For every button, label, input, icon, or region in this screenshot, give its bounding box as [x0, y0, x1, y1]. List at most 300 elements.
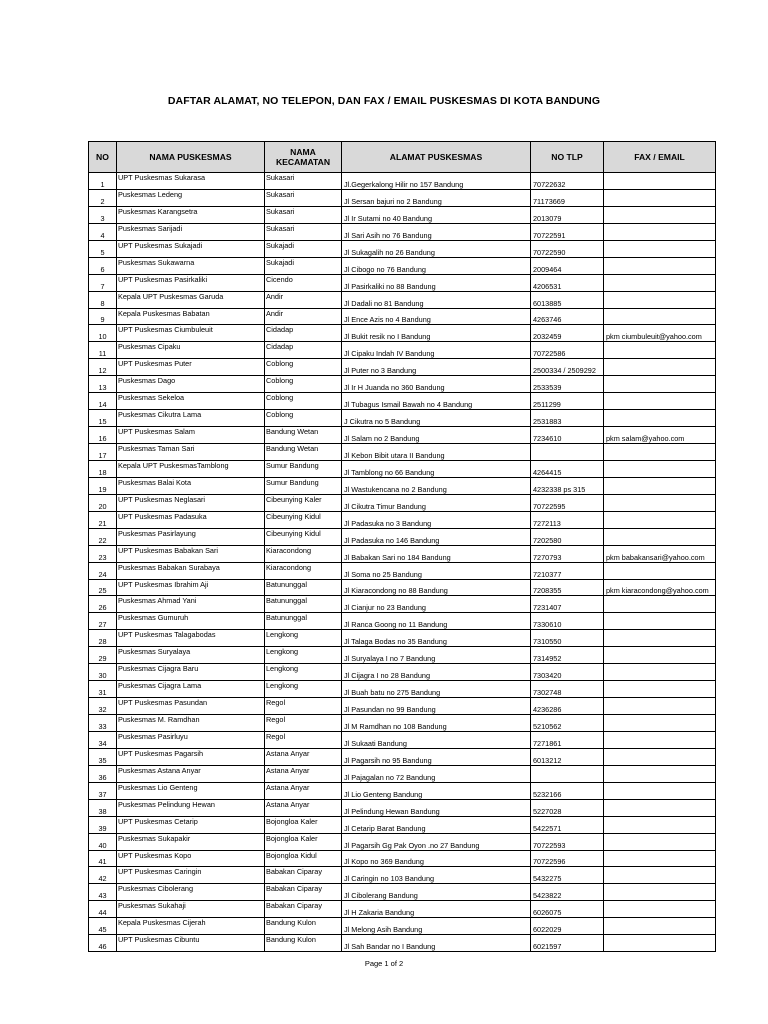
cell-no-tlp: 4206531 — [531, 274, 604, 291]
cell-fax-email — [604, 562, 716, 579]
cell-no: 6 — [89, 257, 117, 274]
table-row — [89, 918, 716, 935]
cell-fax-email: pkm ciumbuleuit@yahoo.com — [604, 325, 716, 342]
cell-kecamatan: Lengkong — [265, 664, 342, 681]
cell-no: 40 — [89, 833, 117, 850]
cell-no-tlp: 70722591 — [531, 223, 604, 240]
cell-kecamatan: Regol — [265, 698, 342, 715]
cell-nama-puskesmas: UPT Puskesmas Padasuka — [117, 511, 265, 528]
cell-no-tlp: 2009464 — [531, 257, 604, 274]
cell-no-tlp: 5232166 — [531, 782, 604, 799]
table-row — [89, 782, 716, 799]
cell-no: 1 — [89, 173, 117, 190]
cell-nama-puskesmas: Puskesmas Sekeloa — [117, 393, 265, 410]
cell-fax-email — [604, 731, 716, 748]
table-row — [89, 528, 716, 545]
cell-alamat: Jl Cipaku Indah IV Bandung — [342, 342, 531, 359]
cell-no: 44 — [89, 901, 117, 918]
cell-fax-email — [604, 494, 716, 511]
cell-fax-email — [604, 342, 716, 359]
cell-nama-puskesmas: Puskesmas Babakan Surabaya — [117, 562, 265, 579]
cell-fax-email — [604, 748, 716, 765]
cell-alamat: Jl Cetarip Barat Bandung — [342, 816, 531, 833]
cell-alamat: Jl M Ramdhan no 108 Bandung — [342, 715, 531, 732]
table-row — [89, 460, 716, 477]
cell-kecamatan: Cidadap — [265, 342, 342, 359]
cell-nama-puskesmas: Kepala Puskesmas Babatan — [117, 308, 265, 325]
cell-alamat: Jl Pajagalan no 72 Bandung — [342, 765, 531, 782]
cell-alamat: Jl Sari Asih no 76 Bandung — [342, 223, 531, 240]
cell-kecamatan: Cibeunying Kidul — [265, 511, 342, 528]
cell-no-tlp: 2500334 / 2509292 — [531, 359, 604, 376]
cell-kecamatan: Kiaracondong — [265, 562, 342, 579]
table-row — [89, 477, 716, 494]
cell-no: 23 — [89, 545, 117, 562]
cell-alamat: Jl Caringin no 103 Bandung — [342, 867, 531, 884]
cell-kecamatan: Bojongloa Kaler — [265, 816, 342, 833]
cell-fax-email — [604, 799, 716, 816]
cell-nama-puskesmas: Puskesmas Taman Sari — [117, 444, 265, 461]
cell-alamat: Jl Sah Bandar no I Bandung — [342, 935, 531, 952]
cell-fax-email — [604, 816, 716, 833]
cell-nama-puskesmas: UPT Puskesmas Sukajadi — [117, 240, 265, 257]
cell-kecamatan: Babakan Ciparay — [265, 867, 342, 884]
cell-alamat: Jl Tubagus Ismail Bawah no 4 Bandung — [342, 393, 531, 410]
cell-no-tlp: 4236286 — [531, 698, 604, 715]
cell-nama-puskesmas: Puskesmas Pasirlayung — [117, 528, 265, 545]
cell-kecamatan: Bandung Wetan — [265, 444, 342, 461]
table-row — [89, 410, 716, 427]
cell-kecamatan: Astana Anyar — [265, 782, 342, 799]
cell-no-tlp: 6026075 — [531, 901, 604, 918]
cell-no-tlp — [531, 765, 604, 782]
cell-fax-email — [604, 308, 716, 325]
header-kecamatan-line1: NAMA — [290, 147, 316, 157]
table-row — [89, 173, 716, 190]
cell-no-tlp: 5422571 — [531, 816, 604, 833]
cell-no-tlp: 7302748 — [531, 681, 604, 698]
header-nama-kecamatan — [265, 142, 342, 173]
cell-nama-puskesmas: UPT Puskesmas Neglasari — [117, 494, 265, 511]
cell-nama-puskesmas: Puskesmas Ahmad Yani — [117, 596, 265, 613]
table-row — [89, 511, 716, 528]
cell-no-tlp: 7310550 — [531, 630, 604, 647]
cell-alamat: Jl Pagarsih Gg Pak Oyon .no 27 Bandung — [342, 833, 531, 850]
cell-no: 36 — [89, 765, 117, 782]
cell-kecamatan: Cibeunying Kidul — [265, 528, 342, 545]
table-row — [89, 935, 716, 952]
cell-fax-email — [604, 359, 716, 376]
cell-nama-puskesmas: Puskesmas Sarijadi — [117, 223, 265, 240]
cell-kecamatan: Bandung Kulon — [265, 918, 342, 935]
cell-alamat: Jl Pagarsih no 95 Bandung — [342, 748, 531, 765]
cell-alamat: Jl Melong Asih Bandung — [342, 918, 531, 935]
cell-fax-email — [604, 918, 716, 935]
cell-alamat: Jl Kopo no 369 Bandung — [342, 850, 531, 867]
cell-no: 10 — [89, 325, 117, 342]
cell-no-tlp: 7231407 — [531, 596, 604, 613]
cell-kecamatan: Sukasari — [265, 173, 342, 190]
table-row — [89, 833, 716, 850]
cell-fax-email: pkm kiaracondong@yahoo.com — [604, 579, 716, 596]
cell-alamat: Jl Bukit resik no I Bandung — [342, 325, 531, 342]
cell-kecamatan: Sukasari — [265, 223, 342, 240]
cell-nama-puskesmas: Puskesmas Pelindung Hewan — [117, 799, 265, 816]
cell-kecamatan: Lengkong — [265, 647, 342, 664]
cell-nama-puskesmas: UPT Puskesmas Pasirkaliki — [117, 274, 265, 291]
cell-alamat: Jl Babakan Sari no 184 Bandung — [342, 545, 531, 562]
cell-nama-puskesmas: UPT Puskesmas Caringin — [117, 867, 265, 884]
table-row — [89, 393, 716, 410]
table-row — [89, 748, 716, 765]
table-row — [89, 579, 716, 596]
cell-alamat: Jl Kiaracondong no 88 Bandung — [342, 579, 531, 596]
cell-alamat: Jl Ir Sutami no 40 Bandung — [342, 206, 531, 223]
cell-fax-email — [604, 596, 716, 613]
cell-alamat: Jl Kebon Bibit utara II Bandung — [342, 444, 531, 461]
cell-fax-email — [604, 444, 716, 461]
cell-alamat: Jl Cikutra Timur Bandung — [342, 494, 531, 511]
table-row — [89, 647, 716, 664]
cell-no: 22 — [89, 528, 117, 545]
cell-no: 12 — [89, 359, 117, 376]
cell-no: 14 — [89, 393, 117, 410]
table-row — [89, 562, 716, 579]
cell-no: 41 — [89, 850, 117, 867]
table-row — [89, 223, 716, 240]
cell-kecamatan: Bojongloa Kidul — [265, 850, 342, 867]
cell-nama-puskesmas: UPT Puskesmas Ibrahim Aji — [117, 579, 265, 596]
cell-nama-puskesmas: Puskesmas Pasirluyu — [117, 731, 265, 748]
cell-nama-puskesmas: Puskesmas M. Ramdhan — [117, 715, 265, 732]
cell-no: 18 — [89, 460, 117, 477]
header-no: NO — [89, 142, 117, 173]
cell-no: 27 — [89, 613, 117, 630]
cell-kecamatan: Coblong — [265, 393, 342, 410]
page-footer: Page 1 of 2 — [364, 959, 404, 968]
cell-kecamatan: Batununggal — [265, 579, 342, 596]
cell-kecamatan: Sumur Bandung — [265, 460, 342, 477]
cell-fax-email — [604, 884, 716, 901]
cell-kecamatan: Babakan Ciparay — [265, 884, 342, 901]
cell-kecamatan: Astana Anyar — [265, 799, 342, 816]
table-row — [89, 274, 716, 291]
cell-nama-puskesmas: UPT Puskesmas Pasundan — [117, 698, 265, 715]
puskesmas-table — [88, 141, 716, 952]
table-row — [89, 376, 716, 393]
cell-nama-puskesmas: UPT Puskesmas Talagabodas — [117, 630, 265, 647]
cell-alamat: Jl Padasuka no 3 Bandung — [342, 511, 531, 528]
cell-alamat: Jl H Zakaria Bandung — [342, 901, 531, 918]
cell-kecamatan: Coblong — [265, 410, 342, 427]
table-row — [89, 867, 716, 884]
cell-alamat: Jl Lio Genteng Bandung — [342, 782, 531, 799]
cell-no: 39 — [89, 816, 117, 833]
cell-no-tlp: 7314952 — [531, 647, 604, 664]
cell-alamat: Jl Salam no 2 Bandung — [342, 427, 531, 444]
cell-nama-puskesmas: Puskesmas Cipaku — [117, 342, 265, 359]
cell-nama-puskesmas: Puskesmas Cikutra Lama — [117, 410, 265, 427]
table-row — [89, 291, 716, 308]
cell-no: 7 — [89, 274, 117, 291]
cell-fax-email: pkm babakansari@yahoo.com — [604, 545, 716, 562]
cell-alamat: Jl.Gegerkalong Hilir no 157 Bandung — [342, 173, 531, 190]
cell-kecamatan: Andir — [265, 308, 342, 325]
cell-no-tlp: 70722632 — [531, 173, 604, 190]
cell-fax-email — [604, 393, 716, 410]
cell-nama-puskesmas: Puskesmas Balai Kota — [117, 477, 265, 494]
cell-fax-email — [604, 867, 716, 884]
cell-alamat: Jl Puter no 3 Bandung — [342, 359, 531, 376]
cell-no-tlp: 70722593 — [531, 833, 604, 850]
cell-kecamatan: Bandung Kulon — [265, 935, 342, 952]
header-no-tlp: NO TLP — [531, 142, 604, 173]
table-row — [89, 206, 716, 223]
cell-kecamatan: Cicendo — [265, 274, 342, 291]
cell-no: 42 — [89, 867, 117, 884]
cell-no: 25 — [89, 579, 117, 596]
table-row — [89, 240, 716, 257]
cell-alamat: Jl Wastukencana no 2 Bandung — [342, 477, 531, 494]
cell-fax-email — [604, 206, 716, 223]
cell-kecamatan: Coblong — [265, 359, 342, 376]
cell-nama-puskesmas: Kepala UPT PuskesmasTamblong — [117, 460, 265, 477]
cell-nama-puskesmas: Puskesmas Cibolerang — [117, 884, 265, 901]
header-nama-puskesmas: NAMA PUSKESMAS — [117, 142, 265, 173]
cell-kecamatan: Sukasari — [265, 206, 342, 223]
cell-no-tlp: 5210562 — [531, 715, 604, 732]
cell-no: 3 — [89, 206, 117, 223]
cell-fax-email — [604, 647, 716, 664]
cell-fax-email — [604, 664, 716, 681]
cell-no: 2 — [89, 189, 117, 206]
header-fax-email: FAX / EMAIL — [604, 142, 716, 173]
cell-no: 15 — [89, 410, 117, 427]
cell-fax-email — [604, 850, 716, 867]
cell-nama-puskesmas: UPT Puskesmas Kopo — [117, 850, 265, 867]
cell-no-tlp: 70722596 — [531, 850, 604, 867]
cell-fax-email — [604, 511, 716, 528]
cell-alamat: Jl Ir H Juanda no 360 Bandung — [342, 376, 531, 393]
cell-no: 29 — [89, 647, 117, 664]
cell-no-tlp: 6022029 — [531, 918, 604, 935]
cell-nama-puskesmas: Puskesmas Astana Anyar — [117, 765, 265, 782]
cell-kecamatan: Astana Anyar — [265, 765, 342, 782]
cell-kecamatan: Bojongloa Kaler — [265, 833, 342, 850]
cell-kecamatan: Cibeunying Kaler — [265, 494, 342, 511]
cell-no: 32 — [89, 698, 117, 715]
cell-kecamatan: Babakan Ciparay — [265, 901, 342, 918]
cell-no-tlp: 7270793 — [531, 545, 604, 562]
table-row — [89, 731, 716, 748]
table-row — [89, 884, 716, 901]
cell-kecamatan: Sukasari — [265, 189, 342, 206]
cell-fax-email — [604, 240, 716, 257]
table-row — [89, 427, 716, 444]
cell-alamat: Jl Talaga Bodas no 35 Bandung — [342, 630, 531, 647]
cell-no: 46 — [89, 935, 117, 952]
table-row — [89, 308, 716, 325]
cell-nama-puskesmas: Puskesmas Cijagra Baru — [117, 664, 265, 681]
table-row — [89, 494, 716, 511]
cell-no-tlp: 2032459 — [531, 325, 604, 342]
cell-alamat: Jl Ence Azis no 4 Bandung — [342, 308, 531, 325]
cell-nama-puskesmas: UPT Puskesmas Babakan Sari — [117, 545, 265, 562]
cell-alamat: Jl Padasuka no 146 Bandung — [342, 528, 531, 545]
cell-no: 16 — [89, 427, 117, 444]
table-row — [89, 325, 716, 342]
cell-alamat: Jl Tamblong no 66 Bandung — [342, 460, 531, 477]
cell-no: 33 — [89, 715, 117, 732]
cell-fax-email — [604, 410, 716, 427]
cell-no-tlp: 7210377 — [531, 562, 604, 579]
cell-nama-puskesmas: UPT Puskesmas Salam — [117, 427, 265, 444]
cell-no-tlp: 7202580 — [531, 528, 604, 545]
cell-no: 21 — [89, 511, 117, 528]
cell-no: 43 — [89, 884, 117, 901]
cell-no: 28 — [89, 630, 117, 647]
cell-no: 31 — [89, 681, 117, 698]
cell-no-tlp: 6013885 — [531, 291, 604, 308]
cell-no-tlp: 70722590 — [531, 240, 604, 257]
cell-no-tlp: 4232338 ps 315 — [531, 477, 604, 494]
table-row — [89, 189, 716, 206]
table-row — [89, 342, 716, 359]
cell-nama-puskesmas: Puskesmas Sukapakir — [117, 833, 265, 850]
cell-nama-puskesmas: Puskesmas Sukawarna — [117, 257, 265, 274]
cell-no-tlp: 6013212 — [531, 748, 604, 765]
cell-kecamatan: Sukajadi — [265, 240, 342, 257]
cell-kecamatan: Regol — [265, 715, 342, 732]
cell-fax-email — [604, 613, 716, 630]
cell-no: 5 — [89, 240, 117, 257]
table-row — [89, 765, 716, 782]
cell-no: 24 — [89, 562, 117, 579]
cell-no-tlp: 7272113 — [531, 511, 604, 528]
cell-kecamatan: Bandung Wetan — [265, 427, 342, 444]
cell-nama-puskesmas: Puskesmas Suryalaya — [117, 647, 265, 664]
cell-fax-email — [604, 935, 716, 952]
cell-alamat: Jl Sukaati Bandung — [342, 731, 531, 748]
cell-no-tlp: 2533539 — [531, 376, 604, 393]
cell-nama-puskesmas: Puskesmas Gumuruh — [117, 613, 265, 630]
cell-no: 13 — [89, 376, 117, 393]
cell-no-tlp: 5432275 — [531, 867, 604, 884]
table-row — [89, 664, 716, 681]
cell-kecamatan: Batununggal — [265, 613, 342, 630]
cell-alamat: J Cikutra no 5 Bandung — [342, 410, 531, 427]
cell-fax-email — [604, 698, 716, 715]
cell-no: 35 — [89, 748, 117, 765]
cell-no-tlp: 70722586 — [531, 342, 604, 359]
cell-nama-puskesmas: Puskesmas Karangsetra — [117, 206, 265, 223]
cell-no: 34 — [89, 731, 117, 748]
cell-nama-puskesmas: Puskesmas Lio Genteng — [117, 782, 265, 799]
cell-kecamatan: Sumur Bandung — [265, 477, 342, 494]
cell-alamat: Jl Sukagalih no 26 Bandung — [342, 240, 531, 257]
cell-no-tlp: 4263746 — [531, 308, 604, 325]
cell-no: 4 — [89, 223, 117, 240]
cell-alamat: Jl Soma no 25 Bandung — [342, 562, 531, 579]
cell-no: 19 — [89, 477, 117, 494]
cell-no-tlp: 7234610 — [531, 427, 604, 444]
cell-nama-puskesmas: UPT Puskesmas Sukarasa — [117, 173, 265, 190]
cell-no-tlp: 2511299 — [531, 393, 604, 410]
header-alamat-puskesmas: ALAMAT PUSKESMAS — [342, 142, 531, 173]
cell-fax-email — [604, 291, 716, 308]
page-title: DAFTAR ALAMAT, NO TELEPON, DAN FAX / EMAIL PUSKESMAS DI KOTA BANDUNG — [167, 95, 601, 107]
cell-kecamatan: Kiaracondong — [265, 545, 342, 562]
cell-kecamatan: Lengkong — [265, 681, 342, 698]
cell-fax-email — [604, 460, 716, 477]
cell-no-tlp: 7303420 — [531, 664, 604, 681]
cell-no-tlp: 71173669 — [531, 189, 604, 206]
cell-no-tlp — [531, 444, 604, 461]
cell-kecamatan: Sukajadi — [265, 257, 342, 274]
cell-nama-puskesmas: UPT Puskesmas Cetarip — [117, 816, 265, 833]
table-row — [89, 444, 716, 461]
cell-fax-email — [604, 376, 716, 393]
cell-fax-email — [604, 477, 716, 494]
table-body — [89, 173, 716, 952]
cell-no-tlp: 4264415 — [531, 460, 604, 477]
cell-nama-puskesmas: UPT Puskesmas Pagarsih — [117, 748, 265, 765]
cell-no: 8 — [89, 291, 117, 308]
cell-alamat: Jl Cianjur no 23 Bandung — [342, 596, 531, 613]
cell-no: 11 — [89, 342, 117, 359]
cell-no: 30 — [89, 664, 117, 681]
cell-nama-puskesmas: UPT Puskesmas Puter — [117, 359, 265, 376]
cell-alamat: Jl Sersan bajuri no 2 Bandung — [342, 189, 531, 206]
cell-kecamatan: Regol — [265, 731, 342, 748]
cell-no: 17 — [89, 444, 117, 461]
cell-alamat: Jl Suryalaya I no 7 Bandung — [342, 647, 531, 664]
cell-fax-email — [604, 173, 716, 190]
table-row — [89, 901, 716, 918]
cell-alamat: Jl Pasirkaliki no 88 Bandung — [342, 274, 531, 291]
table-row — [89, 545, 716, 562]
cell-alamat: Jl Cibogo no 76 Bandung — [342, 257, 531, 274]
cell-alamat: Jl Cibolerang Bandung — [342, 884, 531, 901]
cell-kecamatan: Andir — [265, 291, 342, 308]
cell-fax-email — [604, 765, 716, 782]
cell-no: 9 — [89, 308, 117, 325]
header-kecamatan-line2: KECAMATAN — [275, 157, 331, 167]
cell-alamat: Jl Buah batu no 275 Bandung — [342, 681, 531, 698]
cell-fax-email — [604, 223, 716, 240]
table-row — [89, 799, 716, 816]
cell-fax-email — [604, 681, 716, 698]
cell-alamat: Jl Dadali no 81 Bandung — [342, 291, 531, 308]
cell-nama-puskesmas: UPT Puskesmas Ciumbuleuit — [117, 325, 265, 342]
cell-alamat: Jl Ranca Goong no 11 Bandung — [342, 613, 531, 630]
cell-no-tlp: 7208355 — [531, 579, 604, 596]
cell-fax-email — [604, 833, 716, 850]
cell-fax-email — [604, 257, 716, 274]
cell-nama-puskesmas: Puskesmas Ledeng — [117, 189, 265, 206]
cell-no: 37 — [89, 782, 117, 799]
cell-fax-email — [604, 901, 716, 918]
cell-nama-puskesmas: Puskesmas Dago — [117, 376, 265, 393]
cell-no: 20 — [89, 494, 117, 511]
cell-fax-email — [604, 715, 716, 732]
cell-fax-email — [604, 782, 716, 799]
cell-no-tlp: 2531883 — [531, 410, 604, 427]
cell-fax-email — [604, 274, 716, 291]
cell-no-tlp: 5423822 — [531, 884, 604, 901]
table-row — [89, 613, 716, 630]
cell-no-tlp: 7271861 — [531, 731, 604, 748]
